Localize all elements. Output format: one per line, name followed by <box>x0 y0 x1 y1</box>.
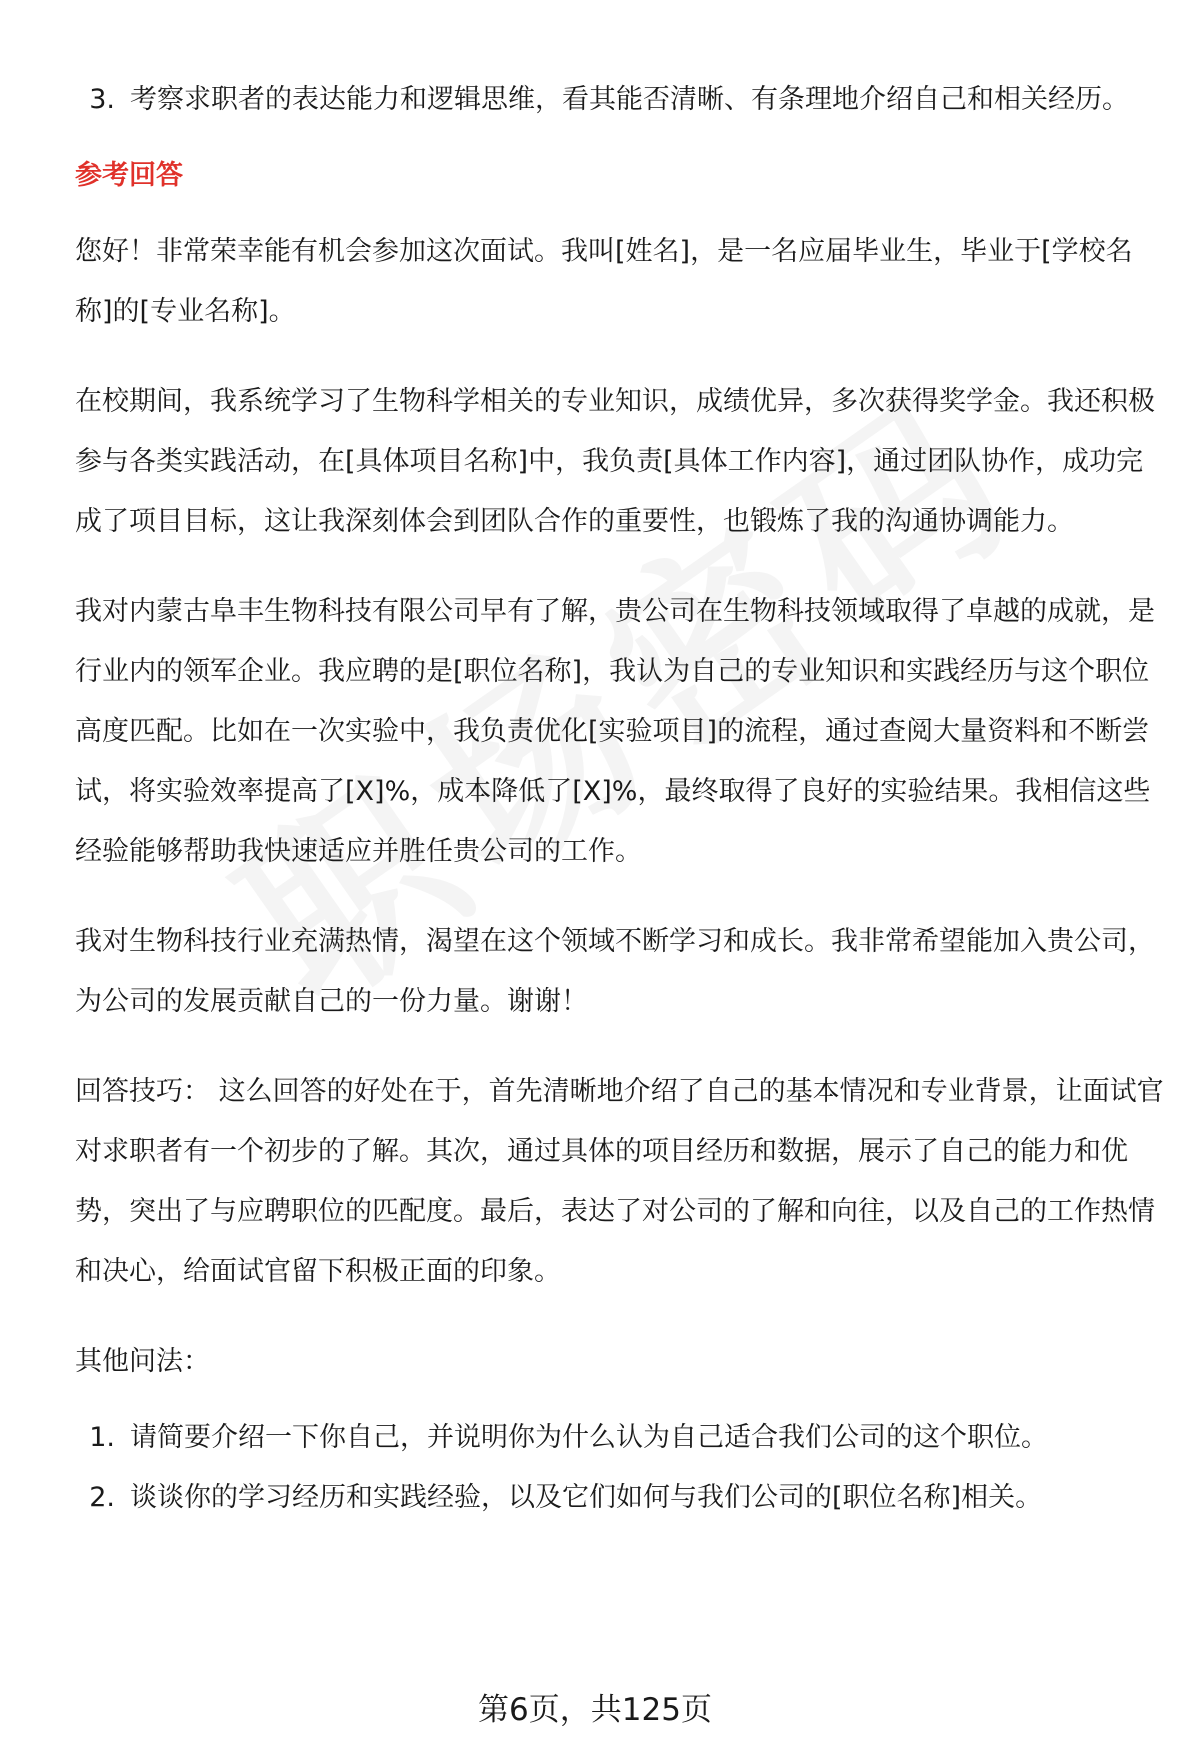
other-question-item <box>75 1468 1165 1528</box>
list-number: 1. <box>89 1422 115 1453</box>
answer-paragraph-1: 您好！非常荣幸能有机会参加这次面试。我叫[姓名]，是一名应届毕业生，毕业于[学校名称]的[专业名称]。 <box>75 236 1133 327</box>
list-number: 3. <box>89 84 115 115</box>
list-number: 2. <box>89 1482 115 1513</box>
reference-answer-heading: 参考回答 <box>75 160 183 191</box>
page-number-footer: 第6页，共125页 <box>478 1692 712 1728</box>
page-content <box>75 70 1165 1528</box>
other-questions-label: 其他问法： <box>75 1346 210 1377</box>
list-text: 谈谈你的学习经历和实践经验，以及它们如何与我们公司的[职位名称]相关。 <box>130 1482 1043 1513</box>
answer-paragraph-2: 在校期间，我系统学习了生物科学相关的专业知识，成绩优异，多次获得奖学金。我还积极参与各类实践活动，在[具体项目名称]中，我负责[具体工作内容]，通过团队协作，成功完成了项目目标，这让我深刻体会到团队合作的重要性，也锻炼了我的沟通协调能力。 <box>75 386 1155 537</box>
other-question-item <box>75 1408 1165 1468</box>
list-text: 请简要介绍一下你自己，并说明你为什么认为自己适合我们公司的这个职位。 <box>130 1422 1048 1453</box>
criteria-item-3 <box>75 70 1165 130</box>
answer-tips: 回答技巧： 这么回答的好处在于，首先清晰地介绍了自己的基本情况和专业背景，让面试官对求职者有一个初步的了解。其次，通过具体的项目经历和数据，展示了自己的能力和优势，突出了与应聘职位的匹配度。最后，表达了对公司的了解和向往，以及自己的工作热情和决心，给面试官留下积极正面的印象。 <box>75 1076 1164 1287</box>
list-text: 考察求职者的表达能力和逻辑思维，看其能否清晰、有条理地介绍自己和相关经历。 <box>130 84 1129 115</box>
answer-paragraph-3: 我对内蒙古阜丰生物科技有限公司早有了解，贵公司在生物科技领域取得了卓越的成就，是行业内的领军企业。我应聘的是[职位名称]，我认为自己的专业知识和实践经历与这个职位高度匹配。比如在一次实验中，我负责优化[实验项目]的流程，通过查阅大量资料和不断尝试，将实验效率提高了[X]%，成本降低了[X]%，最终取得了良好的实验结果。我相信这些经验能够帮助我快速适应并胜任贵公司的工作。 <box>75 596 1155 867</box>
answer-paragraph-4: 我对生物科技行业充满热情，渴望在这个领域不断学习和成长。我非常希望能加入贵公司，为公司的发展贡献自己的一份力量。谢谢！ <box>75 926 1155 1017</box>
